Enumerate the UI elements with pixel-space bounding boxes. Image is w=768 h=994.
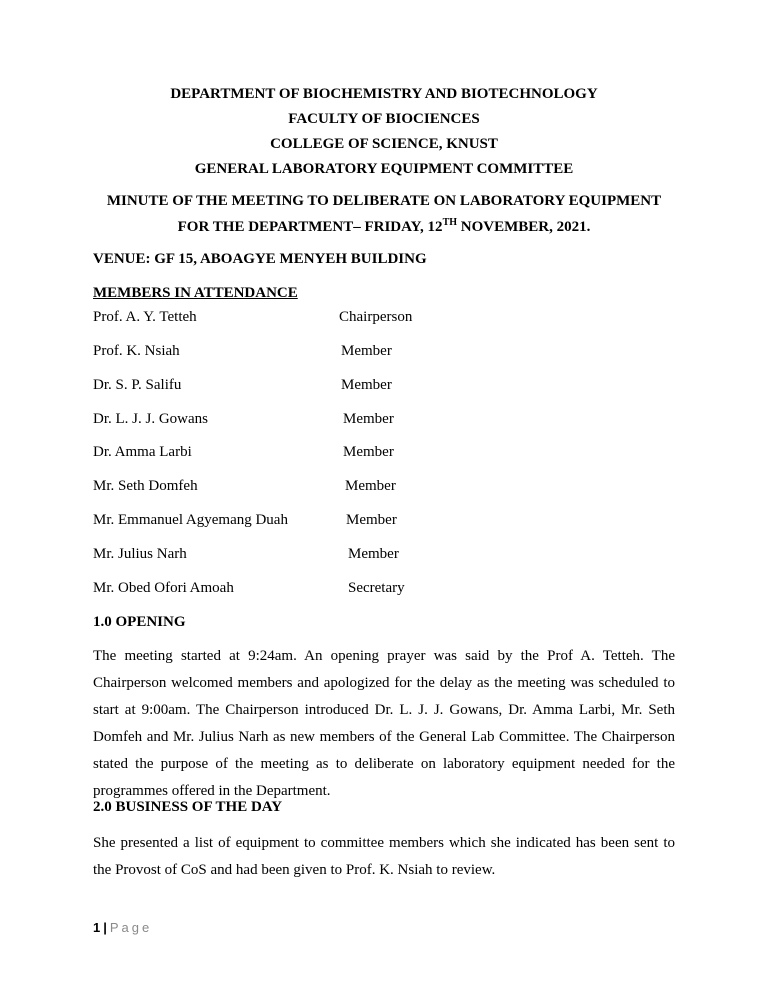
member-role: Chairperson [339,309,413,325]
member-role: Secretary [348,580,405,596]
member-name: Prof. A. Y. Tetteh [93,309,197,325]
meeting-title-date-suffix: NOVEMBER, 2021. [457,219,591,235]
member-name: Mr. Emmanuel Agyemang Duah [93,512,288,528]
committee-heading: GENERAL LABORATORY EQUIPMENT COMMITTEE [194,161,574,177]
section-business-body: She presented a list of equipment to committee members which she indicated has been sent to the Provost of CoS and had been given to Prof. K. Nsiah to review. [93,835,675,878]
venue-line: VENUE: GF 15, ABOAGYE MENYEH BUILDING [93,251,427,267]
member-name: Dr. Amma Larbi [93,444,192,460]
section-opening-body: The meeting started at 9:24am. An opening prayer was said by the Prof A. Tetteh. The Chairperson welcomed members and apologized for the delay as the meeting was scheduled to start at 9:00am. The Chairperson introduced Dr. L. J. J. Gowans, Dr. Amma Larbi, Mr. Seth Domfeh and Mr. Julius Narh as new members of the General Lab Committee. The Chairperson stated the purpose of the meeting as to deliberate on laboratory equipment needed for the programmes offered in the Department. [93,648,675,799]
meeting-title-date-ordinal: TH [442,217,458,228]
members-heading: MEMBERS IN ATTENDANCE [93,285,298,301]
member-role: Member [346,512,397,528]
member-role: Member [341,343,392,359]
page-label: Page [109,920,153,935]
college-heading: COLLEGE OF SCIENCE, KNUST [270,136,498,152]
member-name: Dr. S. P. Salifu [93,377,182,393]
department-heading: DEPARTMENT OF BIOCHEMISTRY AND BIOTECHNOLOGY [170,86,598,102]
member-role: Member [343,444,394,460]
member-role: Member [341,377,392,393]
member-name: Mr. Julius Narh [93,546,187,562]
member-name: Mr. Seth Domfeh [93,478,198,494]
meeting-title-line1: MINUTE OF THE MEETING TO DELIBERATE ON LABORATORY EQUIPMENT [106,193,662,209]
member-name: Prof. K. Nsiah [93,343,180,359]
member-role: Member [348,546,399,562]
meeting-title-line2 [0,219,768,236]
page-footer [93,920,152,935]
section-opening-heading: 1.0 OPENING [93,614,186,630]
meeting-title-date-prefix: FOR THE DEPARTMENT– FRIDAY, 12 [177,219,443,235]
member-role: Member [343,411,394,427]
footer-separator: | [103,920,107,935]
member-name: Mr. Obed Ofori Amoah [93,580,234,596]
member-role: Member [345,478,396,494]
member-name: Dr. L. J. J. Gowans [93,411,208,427]
faculty-heading: FACULTY OF BIOCIENCES [288,111,480,127]
page-number: 1 [93,920,101,935]
section-business-heading: 2.0 BUSINESS OF THE DAY [93,799,283,815]
